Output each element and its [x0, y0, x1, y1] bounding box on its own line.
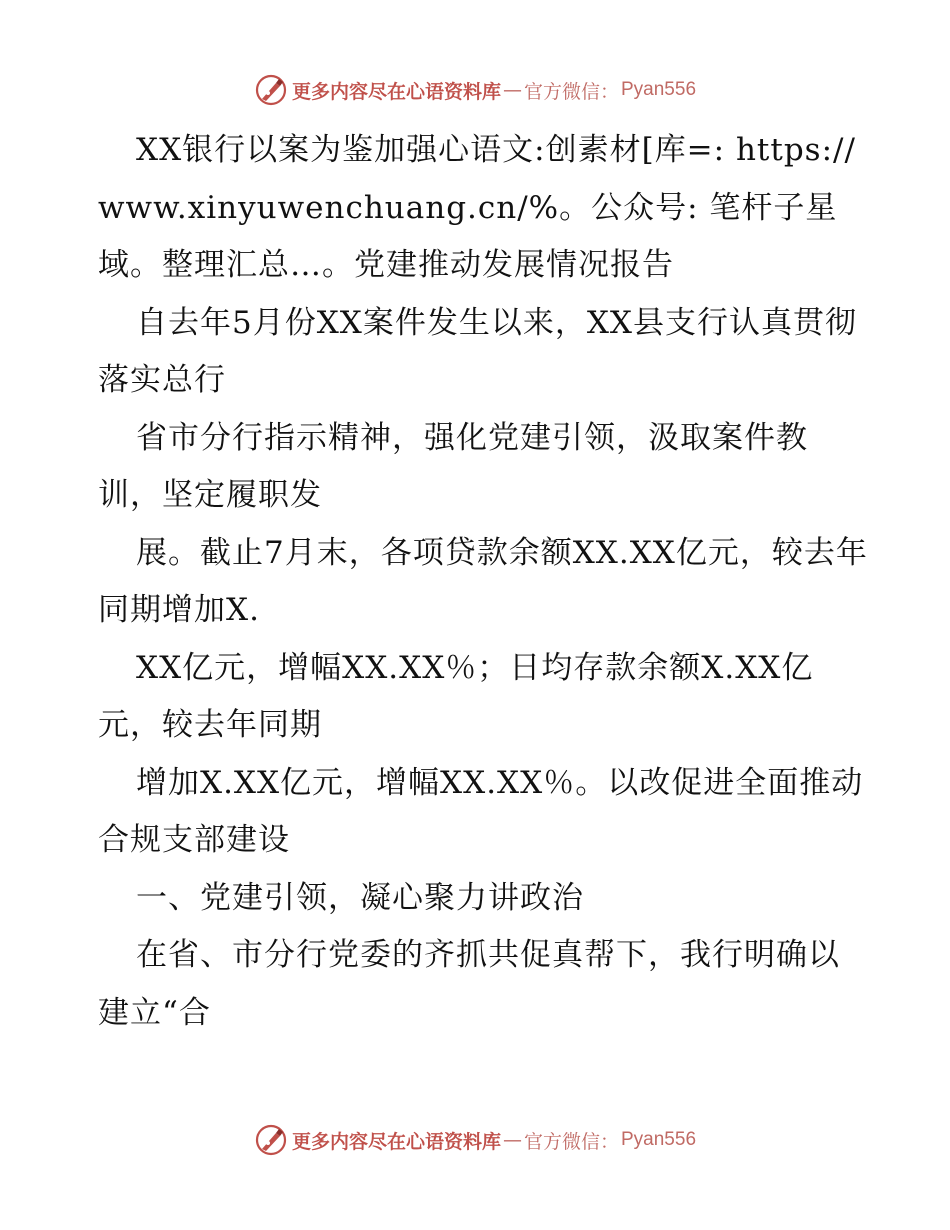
- section-heading: 一、党建引领，凝心聚力讲政治: [136, 879, 584, 916]
- paragraph: 省市分行指示精神，强化党建引领，汲取案件教训，坚定履职发: [98, 419, 808, 513]
- paragraph: 在省、市分行党委的齐抓共促真帮下，我行明确以建立“合: [98, 937, 840, 1031]
- watermark-separator: —: [502, 79, 522, 101]
- watermark-main-text: 更多内容尽在心语资料库: [291, 80, 501, 103]
- paragraph-title: XX银行以案为鉴加强心语文:创素材[库=: https://www.xinyuwenchuang.cn/%。公众号: 笔杆子星域。整理汇总…。党建推动发展情况报告: [98, 132, 856, 283]
- watermark-main-text: 更多内容尽在心语资料库: [291, 1130, 501, 1153]
- watermark-separator: —: [502, 1129, 522, 1151]
- pen-logo-icon: [254, 73, 288, 107]
- paragraph: 展。截止7月末，各项贷款余额XX.XX亿元，较去年同期增加X.: [98, 534, 868, 628]
- paragraph: XX亿元，增幅XX.XX％；日均存款余额X.XX亿元，较去年同期: [98, 649, 814, 743]
- document-body: [98, 122, 868, 1042]
- watermark-header: [0, 70, 950, 110]
- paragraph: 自去年5月份XX案件发生以来，XX县支行认真贯彻落实总行: [98, 304, 857, 398]
- watermark-wechat-label: 官方微信：: [523, 80, 619, 103]
- paragraph: 增加X.XX亿元，增幅XX.XX％。以改促进全面推动合规支部建设: [98, 764, 864, 858]
- watermark-footer: [0, 1120, 950, 1160]
- watermark-account-id: Pyan556: [621, 1129, 697, 1150]
- watermark-wechat-label: 官方微信：: [523, 1130, 619, 1153]
- watermark-account-id: Pyan556: [621, 79, 697, 100]
- pen-logo-icon: [254, 1123, 288, 1157]
